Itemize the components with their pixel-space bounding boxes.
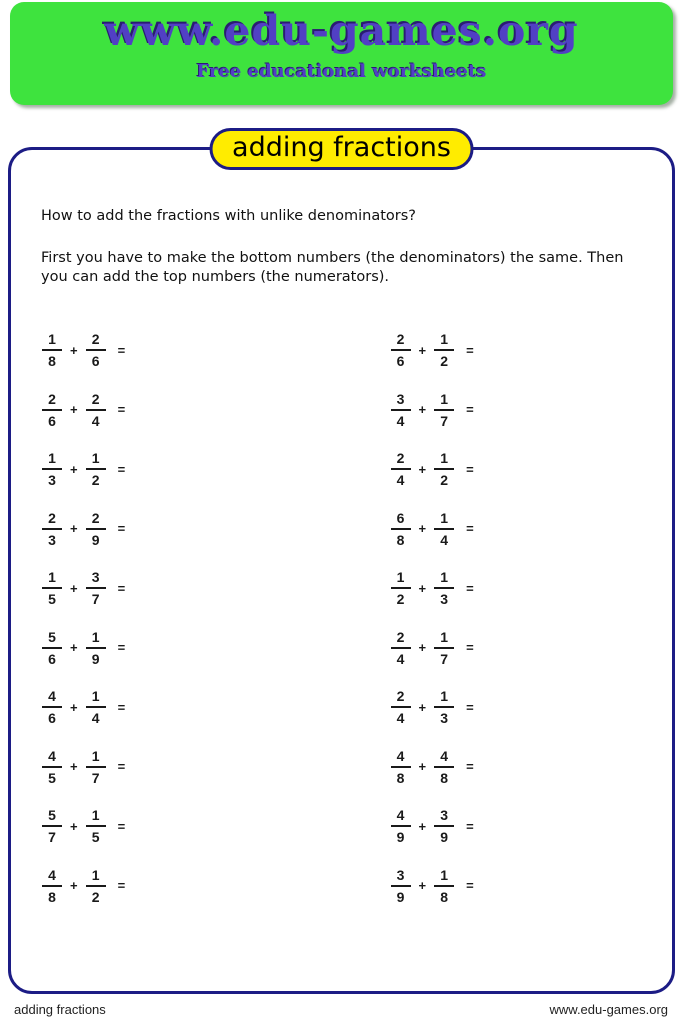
- worksheet-page: [0, 2, 683, 1017]
- problems-grid: [41, 321, 642, 916]
- fraction-numerator: 3: [396, 866, 405, 883]
- fraction-problem: [390, 618, 643, 678]
- plus-sign: +: [70, 521, 78, 537]
- fraction-numerator: 2: [91, 390, 100, 407]
- fraction-denominator: 9: [396, 888, 405, 905]
- equals-sign: =: [466, 640, 474, 656]
- fraction-problem: [41, 380, 342, 440]
- fraction-denominator: 6: [48, 710, 56, 727]
- plus-sign: +: [418, 461, 427, 477]
- fraction-problem: [390, 797, 643, 857]
- equals-sign: =: [117, 461, 126, 477]
- plus-sign: +: [418, 699, 427, 715]
- fraction-numerator: 4: [48, 866, 56, 883]
- fraction-denominator: 8: [396, 531, 405, 548]
- fraction-denominator: 6: [48, 650, 56, 667]
- fraction-numerator: 1: [91, 688, 100, 705]
- fraction-denominator: 6: [396, 353, 405, 370]
- fraction-numerator: 5: [48, 807, 56, 824]
- fraction-first: [390, 808, 412, 844]
- fraction-denominator: 9: [440, 829, 448, 846]
- fraction-numerator: 2: [91, 331, 100, 348]
- fraction-problem: [390, 440, 643, 500]
- fraction-second: [433, 570, 455, 606]
- fraction-denominator: 3: [440, 591, 448, 608]
- instruction-explanation: First you have to make the bottom numbers (the denominators) the same. Then you can add the top numbers (the numerators).: [41, 249, 624, 286]
- fraction-first: [41, 808, 63, 844]
- fraction-second: [433, 749, 455, 785]
- fraction-denominator: 6: [48, 412, 56, 429]
- plus-sign: +: [418, 759, 427, 775]
- fraction-denominator: 8: [396, 769, 405, 786]
- fraction-problem: [41, 559, 342, 619]
- fraction-problem: [41, 856, 342, 916]
- fraction-first: [41, 511, 63, 547]
- fraction-numerator: 2: [91, 509, 100, 526]
- fraction-numerator: 5: [48, 628, 56, 645]
- fraction-numerator: 1: [91, 450, 100, 467]
- equals-sign: =: [117, 699, 126, 715]
- fraction-problem: [41, 440, 342, 500]
- fraction-first: [390, 332, 412, 368]
- fraction-second: [433, 630, 455, 666]
- footer-worksheet-name: adding fractions: [14, 1002, 106, 1017]
- equals-sign: =: [117, 878, 126, 894]
- fraction-first: [41, 868, 63, 904]
- fraction-second: [85, 570, 107, 606]
- fraction-second: [433, 392, 455, 428]
- site-title: www.edu-games.org: [104, 7, 579, 55]
- fraction-denominator: 2: [91, 888, 100, 905]
- fraction-numerator: 1: [91, 866, 100, 883]
- plus-sign: +: [418, 521, 427, 537]
- fraction-denominator: 9: [91, 650, 100, 667]
- problems-column-right: [342, 321, 643, 916]
- fraction-second: [85, 749, 107, 785]
- fraction-denominator: 5: [48, 591, 56, 608]
- fraction-problem: [41, 618, 342, 678]
- plus-sign: +: [70, 461, 78, 477]
- fraction-problem: [390, 380, 643, 440]
- fraction-first: [390, 451, 412, 487]
- equals-sign: =: [466, 402, 474, 418]
- equals-sign: =: [466, 580, 474, 596]
- worksheet-title-badge: adding fractions: [209, 128, 474, 170]
- equals-sign: =: [117, 818, 126, 834]
- fraction-numerator: 4: [396, 807, 405, 824]
- fraction-first: [390, 689, 412, 725]
- fraction-denominator: 8: [48, 353, 56, 370]
- fraction-numerator: 2: [396, 331, 405, 348]
- plus-sign: +: [70, 580, 78, 596]
- fraction-second: [85, 689, 107, 725]
- fraction-numerator: 3: [440, 807, 448, 824]
- equals-sign: =: [466, 759, 474, 775]
- equals-sign: =: [466, 699, 474, 715]
- fraction-numerator: 4: [48, 688, 56, 705]
- fraction-second: [85, 451, 107, 487]
- fraction-numerator: 1: [48, 331, 56, 348]
- plus-sign: +: [418, 402, 427, 418]
- fraction-denominator: 3: [48, 531, 56, 548]
- worksheet-body: [8, 147, 675, 994]
- fraction-second: [85, 392, 107, 428]
- equals-sign: =: [117, 342, 126, 358]
- fraction-second: [85, 332, 107, 368]
- fraction-second: [433, 868, 455, 904]
- fraction-denominator: 4: [91, 710, 100, 727]
- fraction-denominator: 9: [396, 829, 405, 846]
- equals-sign: =: [466, 521, 474, 537]
- fraction-numerator: 1: [91, 807, 100, 824]
- page-footer: [14, 1002, 668, 1017]
- fraction-denominator: 7: [91, 769, 100, 786]
- fraction-problem: [390, 678, 643, 738]
- fraction-numerator: 1: [396, 569, 405, 586]
- fraction-numerator: 2: [396, 450, 405, 467]
- worksheet-section: [0, 132, 683, 994]
- fraction-second: [433, 689, 455, 725]
- fraction-first: [390, 511, 412, 547]
- fraction-first: [390, 749, 412, 785]
- fraction-second: [85, 808, 107, 844]
- fraction-numerator: 4: [48, 747, 56, 764]
- fraction-first: [390, 392, 412, 428]
- fraction-problem: [390, 856, 643, 916]
- fraction-numerator: 1: [48, 569, 56, 586]
- equals-sign: =: [466, 461, 474, 477]
- fraction-second: [433, 332, 455, 368]
- fraction-denominator: 5: [91, 829, 100, 846]
- fraction-numerator: 4: [396, 747, 405, 764]
- instruction-question: How to add the fractions with unlike denominators?: [41, 208, 416, 224]
- fraction-problem: [41, 797, 342, 857]
- problems-column-left: [41, 321, 342, 916]
- fraction-denominator: 4: [396, 710, 405, 727]
- fraction-first: [41, 749, 63, 785]
- fraction-numerator: 2: [396, 688, 405, 705]
- fraction-numerator: 1: [440, 628, 448, 645]
- plus-sign: +: [418, 342, 427, 358]
- plus-sign: +: [418, 580, 427, 596]
- fraction-denominator: 2: [440, 472, 448, 489]
- fraction-numerator: 1: [440, 509, 448, 526]
- fraction-problem: [41, 737, 342, 797]
- fraction-numerator: 3: [91, 569, 100, 586]
- fraction-denominator: 4: [91, 412, 100, 429]
- fraction-first: [41, 332, 63, 368]
- fraction-first: [41, 570, 63, 606]
- fraction-first: [390, 868, 412, 904]
- site-banner: [10, 2, 673, 105]
- plus-sign: +: [70, 402, 78, 418]
- fraction-numerator: 2: [48, 509, 56, 526]
- plus-sign: +: [70, 878, 78, 894]
- equals-sign: =: [117, 521, 126, 537]
- fraction-denominator: 4: [396, 472, 405, 489]
- fraction-first: [41, 630, 63, 666]
- fraction-numerator: 1: [91, 628, 100, 645]
- fraction-second: [433, 451, 455, 487]
- fraction-first: [41, 451, 63, 487]
- plus-sign: +: [70, 759, 78, 775]
- fraction-numerator: 1: [440, 866, 448, 883]
- fraction-numerator: 1: [91, 747, 100, 764]
- fraction-numerator: 1: [440, 331, 448, 348]
- fraction-problem: [390, 321, 643, 381]
- fraction-numerator: 2: [396, 628, 405, 645]
- equals-sign: =: [466, 818, 474, 834]
- equals-sign: =: [117, 402, 126, 418]
- fraction-denominator: 7: [48, 829, 56, 846]
- fraction-problem: [390, 499, 643, 559]
- fraction-first: [41, 689, 63, 725]
- plus-sign: +: [70, 640, 78, 656]
- fraction-first: [41, 392, 63, 428]
- fraction-denominator: 4: [396, 412, 405, 429]
- fraction-numerator: 1: [440, 390, 448, 407]
- plus-sign: +: [70, 818, 78, 834]
- site-subtitle: Free educational worksheets: [196, 61, 487, 82]
- plus-sign: +: [70, 699, 78, 715]
- fraction-denominator: 8: [440, 769, 448, 786]
- footer-site-url: www.edu-games.org: [549, 1002, 668, 1017]
- equals-sign: =: [466, 342, 474, 358]
- fraction-denominator: 9: [91, 531, 100, 548]
- fraction-denominator: 2: [396, 591, 405, 608]
- fraction-problem: [41, 678, 342, 738]
- fraction-second: [433, 808, 455, 844]
- fraction-denominator: 8: [440, 888, 448, 905]
- fraction-first: [390, 630, 412, 666]
- fraction-denominator: 8: [48, 888, 56, 905]
- fraction-denominator: 5: [48, 769, 56, 786]
- fraction-denominator: 7: [440, 650, 448, 667]
- fraction-numerator: 2: [48, 390, 56, 407]
- fraction-denominator: 6: [91, 353, 100, 370]
- fraction-problem: [390, 559, 643, 619]
- fraction-numerator: 1: [440, 688, 448, 705]
- fraction-denominator: 2: [91, 472, 100, 489]
- plus-sign: +: [418, 640, 427, 656]
- fraction-first: [390, 570, 412, 606]
- plus-sign: +: [70, 342, 78, 358]
- fraction-second: [85, 511, 107, 547]
- fraction-numerator: 1: [48, 450, 56, 467]
- equals-sign: =: [117, 580, 126, 596]
- fraction-denominator: 3: [440, 710, 448, 727]
- plus-sign: +: [418, 818, 427, 834]
- fraction-problem: [41, 321, 342, 381]
- fraction-problem: [41, 499, 342, 559]
- equals-sign: =: [117, 640, 126, 656]
- equals-sign: =: [117, 759, 126, 775]
- fraction-problem: [390, 737, 643, 797]
- fraction-numerator: 4: [440, 747, 448, 764]
- fraction-second: [85, 868, 107, 904]
- fraction-second: [85, 630, 107, 666]
- fraction-numerator: 1: [440, 569, 448, 586]
- fraction-numerator: 3: [396, 390, 405, 407]
- fraction-denominator: 7: [91, 591, 100, 608]
- plus-sign: +: [418, 878, 427, 894]
- fraction-denominator: 2: [440, 353, 448, 370]
- fraction-denominator: 4: [440, 531, 448, 548]
- fraction-second: [433, 511, 455, 547]
- fraction-numerator: 1: [440, 450, 448, 467]
- equals-sign: =: [466, 878, 474, 894]
- fraction-denominator: 4: [396, 650, 405, 667]
- fraction-denominator: 7: [440, 412, 448, 429]
- fraction-numerator: 6: [396, 509, 405, 526]
- fraction-denominator: 3: [48, 472, 56, 489]
